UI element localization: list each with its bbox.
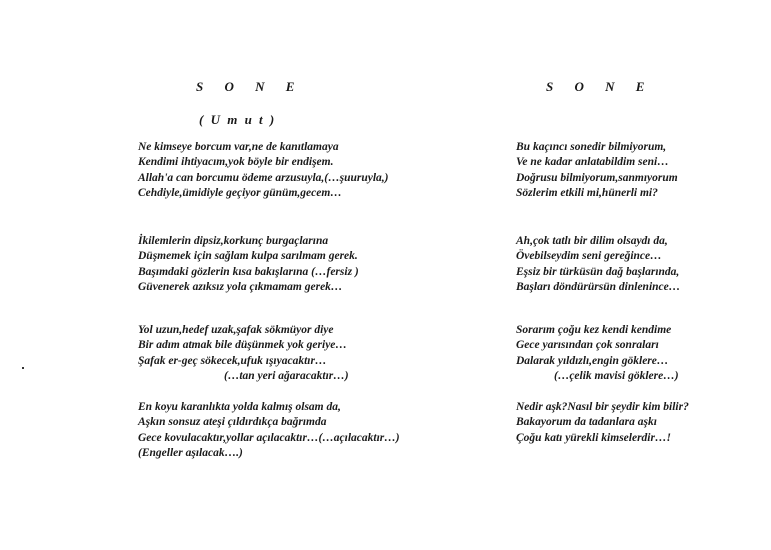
poem-line: (Engeller aşılacak….) [138,446,243,459]
poem-line: Sözlerim etkili mi,hünerli mi? [516,186,658,199]
poem-line: Yol uzun,hedef uzak,şafak sökmüyor diye [138,324,334,336]
poem-line: Bir adım atmak bile düşünmek yok geriye… [138,339,347,352]
right-stanza-2 [516,234,680,295]
poem-line: Şafak er-geç sökecek,ufuk ışıyacaktır… [138,354,327,367]
stray-mark [22,367,24,369]
poem-line: Ne kimseye borcum var,ne de kanıtlamaya [138,141,339,153]
poem-line: Övebilseydim seni gereğince… [516,250,662,263]
poem-line: Nedir aşk?Nasıl bir şeydir kim bilir? [516,401,689,413]
left-stanza-2 [138,234,359,295]
poem-line: Ah,çok tatlı bir dilim olsaydı da, [516,235,668,247]
poem-line: Allah'a can borcumu ödeme arzusuyla,(…şuuruyla,) [138,171,389,184]
left-poem-subtitle: ( U m u t ) [199,112,277,127]
poem-line: Eşsiz bir türküsün dağ başlarında, [516,265,680,278]
right-stanza-4 [516,400,689,446]
poem-line: Başları döndürürsün dinlenince… [516,280,681,293]
right-stanza-1 [516,140,678,201]
poem-line: Ve ne kadar anlatabildim seni… [516,156,669,169]
poem-line: Cehdiyle,ümidiyle geçiyor günüm,gecem… [138,186,342,199]
poem-line: (…çelik mavisi göklere…) [554,369,679,382]
poem-line: Düşmemek için sağlam kulpa sarılmam gerek. [138,250,358,263]
poem-line: Aşkın sonsuz ateşi çıldırdıkça bağrımda [138,416,327,429]
poem-line: İkilemlerin dipsiz,korkunç burgaçlarına [138,235,329,247]
left-poem-title: S O N E [196,79,304,94]
right-stanza-3 [516,323,679,384]
poem-line: Doğrusu bilmiyorum,sanmıyorum [516,171,678,184]
left-stanza-1 [138,140,388,201]
poem-line: Sorarım çoğu kez kendi kendime [516,324,672,336]
poem-line: Dalarak yıldızlı,engin göklere… [516,354,669,367]
poem-line: En koyu karanlıkta yolda kalmış olsam da, [138,401,341,413]
poem-line: Bakayorum da tadanlara aşkı [516,416,657,429]
poem-line: Güvenerek azıksız yola çıkmamam gerek… [138,280,343,293]
poem-line: Gece kovulacaktır,yollar açılacaktır…(…açılacaktır…) [138,431,400,444]
poem-line: Bu kaçıncı sonedir bilmiyorum, [516,141,667,153]
left-stanza-3 [138,323,349,384]
poem-line: Çoğu katı yürekli kimselerdir…! [516,431,671,444]
poem-line: Gece yarısından çok sonraları [516,339,659,352]
left-stanza-4 [138,400,400,461]
poem-line: (…tan yeri ağaracaktır…) [224,369,349,382]
poem-line: Kendimi ihtiyacım,yok böyle bir endişem. [138,156,334,169]
poem-line: Başımdaki gözlerin kısa bakışlarına (…fersiz ) [138,265,359,278]
right-poem-title: S O N E [546,79,654,94]
